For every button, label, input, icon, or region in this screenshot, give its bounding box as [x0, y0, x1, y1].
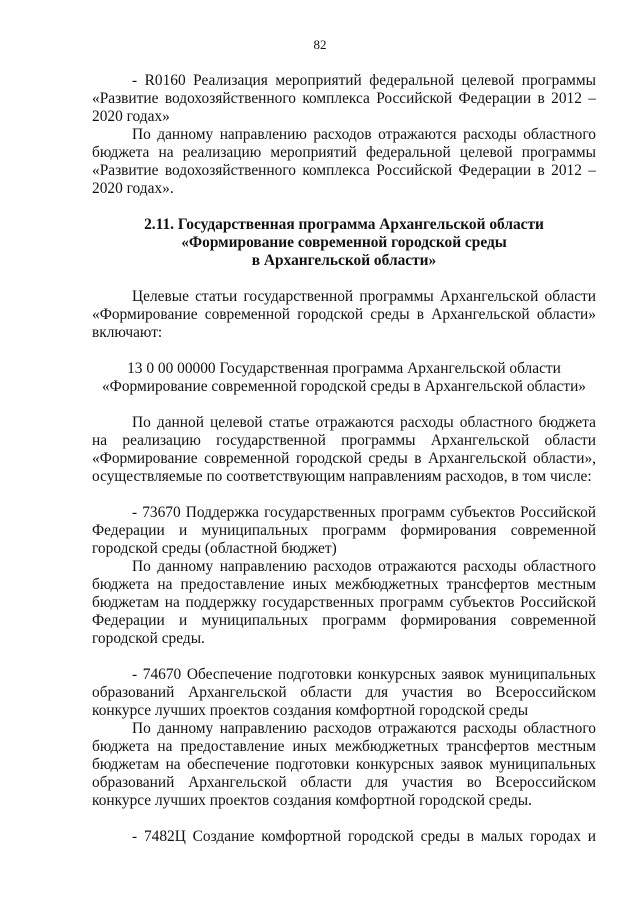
paragraph-74670-description: По данному направлению расходов отражаются расходы областного бюджета на предоставление иных межбюджетных трансфертов местным бюджетам на обеспечение подготовки конкурсных заявок муниципальных образований Архангельской области для участия во Всероссийском конкурсе лучших проектов создания комфортной городской среды.	[92, 720, 596, 809]
paragraph-r0160: - R0160 Реализация мероприятий федеральной целевой программы «Развитие водохозяйственного комплекса Российской Федерации в 2012 – 2020 годах»	[92, 72, 596, 125]
section-heading	[92, 216, 596, 270]
paragraph-7482c: - 7482Ц Создание комфортной городской среды в малых городах и	[132, 828, 596, 845]
paragraph-target-article: По данной целевой статье отражаются расходы областного бюджета на реализацию государственной программы Архангельской области «Формирование современной городской среды в Архангельской области», осуществляемые по соответствующим направлениям расходов, в том числе:	[92, 414, 596, 485]
paragraph-r0160-description: По данному направлению расходов отражаются расходы областного бюджета на реализацию мероприятий федеральной целевой программы «Развитие водохозяйственного комплекса Российской Федерации в 2012 – 2020 годах».	[92, 126, 596, 197]
page-content	[92, 72, 596, 846]
heading-line-2: «Формирование современной городской среды	[181, 234, 507, 251]
code-entry-line-1: 13 0 00 00000 Государственная программа Архангельской области	[127, 360, 561, 377]
page-number: 82	[313, 37, 327, 52]
paragraph-73670-description: По данному направлению расходов отражаются расходы областного бюджета на предоставление иных межбюджетных трансфертов местным бюджетам на поддержку государственных программ субъектов Российской Федерации и муниципальных программ формирования современной городской среды.	[92, 558, 596, 647]
paragraph-74670: - 74670 Обеспечение подготовки конкурсных заявок муниципальных образований Архангельской области для участия во Всероссийском конкурсе лучших проектов создания комфортной городской среды	[92, 666, 596, 719]
paragraph-intro: Целевые статьи государственной программы Архангельской области «Формирование современной городской среды в Архангельской области» включают:	[92, 288, 596, 341]
heading-line-1: 2.11. Государственная программа Архангельской области	[144, 216, 544, 233]
heading-line-3: в Архангельской области»	[251, 252, 437, 269]
code-entry-line-2: «Формирование современной городской среды в Архангельской области»	[101, 378, 587, 395]
paragraph-73670: - 73670 Поддержка государственных программ субъектов Российской Федерации и муниципальных программ формирования современной городской среды (областной бюджет)	[92, 504, 596, 557]
code-entry	[92, 360, 596, 396]
